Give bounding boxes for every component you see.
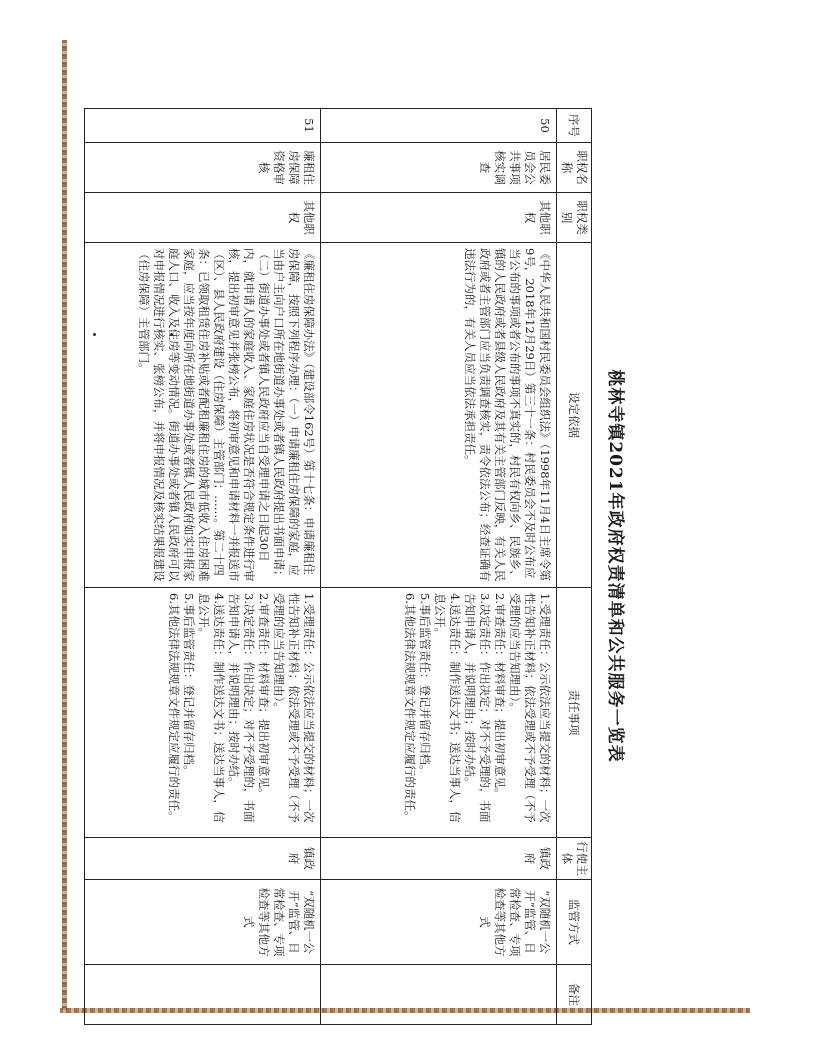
header-remark: 备注	[557, 965, 592, 1025]
duty-item: 3.决定责任：作出决定；对不予受理的，书面告知申请人，并说明理由；按时办结。	[227, 593, 256, 823]
row-name: 廉租住房保障资格审核	[85, 143, 321, 193]
row-basis	[321, 243, 557, 588]
row-category: 其他职权	[321, 193, 557, 243]
row-remark	[321, 965, 557, 1025]
rotated-sheet	[98, 108, 638, 1024]
scan-edge-left	[62, 40, 67, 1010]
duty-item: 3.决定责任：作出决定；对不予受理的，书面告知申请人，并说明理由；按时办结。	[463, 593, 492, 823]
header-basis: 设定依据	[557, 243, 592, 588]
row-subject: 镇政府	[321, 838, 557, 880]
header-name: 职权名称	[557, 143, 592, 193]
header-category: 职权类别	[557, 193, 592, 243]
header-duty: 责任事项	[557, 588, 592, 838]
duty-item: 5.事后监管责任：登记并留存归档。	[418, 593, 432, 777]
duty-item: 2.审查责任：材料审查；提出初审意见。	[493, 593, 507, 800]
row-seq: 51	[85, 109, 321, 143]
row-seq: 50	[321, 109, 557, 143]
duty-item: 5.事后监管责任：登记并留存归档。	[182, 593, 196, 777]
header-seq: 序号	[557, 109, 592, 143]
row-remark	[85, 965, 321, 1025]
row-supervision: “双随机一公开”监管、日常检查、专项检查等其他方式	[321, 880, 557, 965]
duty-item: 4.送达责任：制作送达文书；送达当事人，信息公开。	[433, 593, 462, 823]
basis-text: 《中华人民共和国村民委员会组织法》（1998年11月4日主席令第9号，2018年12月29日）第三十一条：村民委员会不及时公布应当公布的事项或者公布的事项不真实的，村民有权向乡、民族乡、镇的人民政府或者县级人民政府及其有关主管部门反映，有关人民政府或者主管部门应当负责调查核实，责令依法公布；经查证确有违法行为的，有关人员应当依法承担责任。	[463, 248, 552, 582]
table-row	[85, 109, 321, 1025]
document-title: 桃林寺镇2021年政府权责清单和公共服务一览表	[605, 369, 625, 763]
row-duty	[321, 588, 557, 838]
row-category: 其他职权	[85, 193, 321, 243]
row-supervision: “双随机一公开”监管、日常检查、专项检查等其他方式	[85, 880, 321, 965]
row-basis	[85, 243, 321, 588]
responsibility-table	[84, 108, 592, 1025]
duty-item: 4.送达责任：制作送达文书；送达当事人，信息公开。	[197, 593, 226, 823]
duty-item: 6.其他法律法规规章文件规定应履行的责任。	[167, 593, 181, 823]
duty-item: 6.其他法律法规规章文件规定应履行的责任。	[403, 593, 417, 823]
header-subject: 行使主体	[557, 838, 592, 880]
basis-text: 《廉租住房保障办法》（建设部令162号）第十七条：申请廉租住房保障，按照下列程序办理：（一）申请廉租住房保障的家庭，应当由户主向户口所在地街道办事处或者镇人民政府提出书面申请；（二）街道办事处或者镇人民政府应当自受理申请之日起30日内，就申请人的家庭收入、家庭住房状况是否符合规定条件进行审核，提出初审意见并张榜公布，将初审意见和申请材料一并报送市（区）、县人民政府建设（住房保障）主管部门；……。第二十四条：已领取租赁住房补贴或者配租廉租住房的城市低收入住房困难家庭，应当按年度向所在地街道办事处或者镇人民政府如实申报家庭人口、收入及住房等变动情况。街道办事处或者镇人民政府可以对申报情况进行核实、张榜公布，并将申报情况及核实结果报建设（住房保障）主管部门。	[137, 248, 316, 582]
table-header-row	[557, 109, 592, 1025]
table-row	[321, 109, 557, 1025]
duty-item: 1.受理责任：公示依法应当提交的材料；一次性告知补正材料；依法受理或不予受理（不予受理的应当告知理由）。	[272, 593, 316, 823]
row-name: 居民委员会公共事项核实调查	[321, 143, 557, 193]
row-duty	[85, 588, 321, 838]
row-subject: 镇政府	[85, 838, 321, 880]
header-supervision: 监管方式	[557, 880, 592, 965]
duty-item: 2.审查责任：材料审查；提出初审意见。	[257, 593, 271, 800]
duty-item: 1.受理责任：公示依法应当提交的材料；一次性告知补正材料；依法受理或不予受理（不予受理的应当告知理由）。	[508, 593, 552, 823]
